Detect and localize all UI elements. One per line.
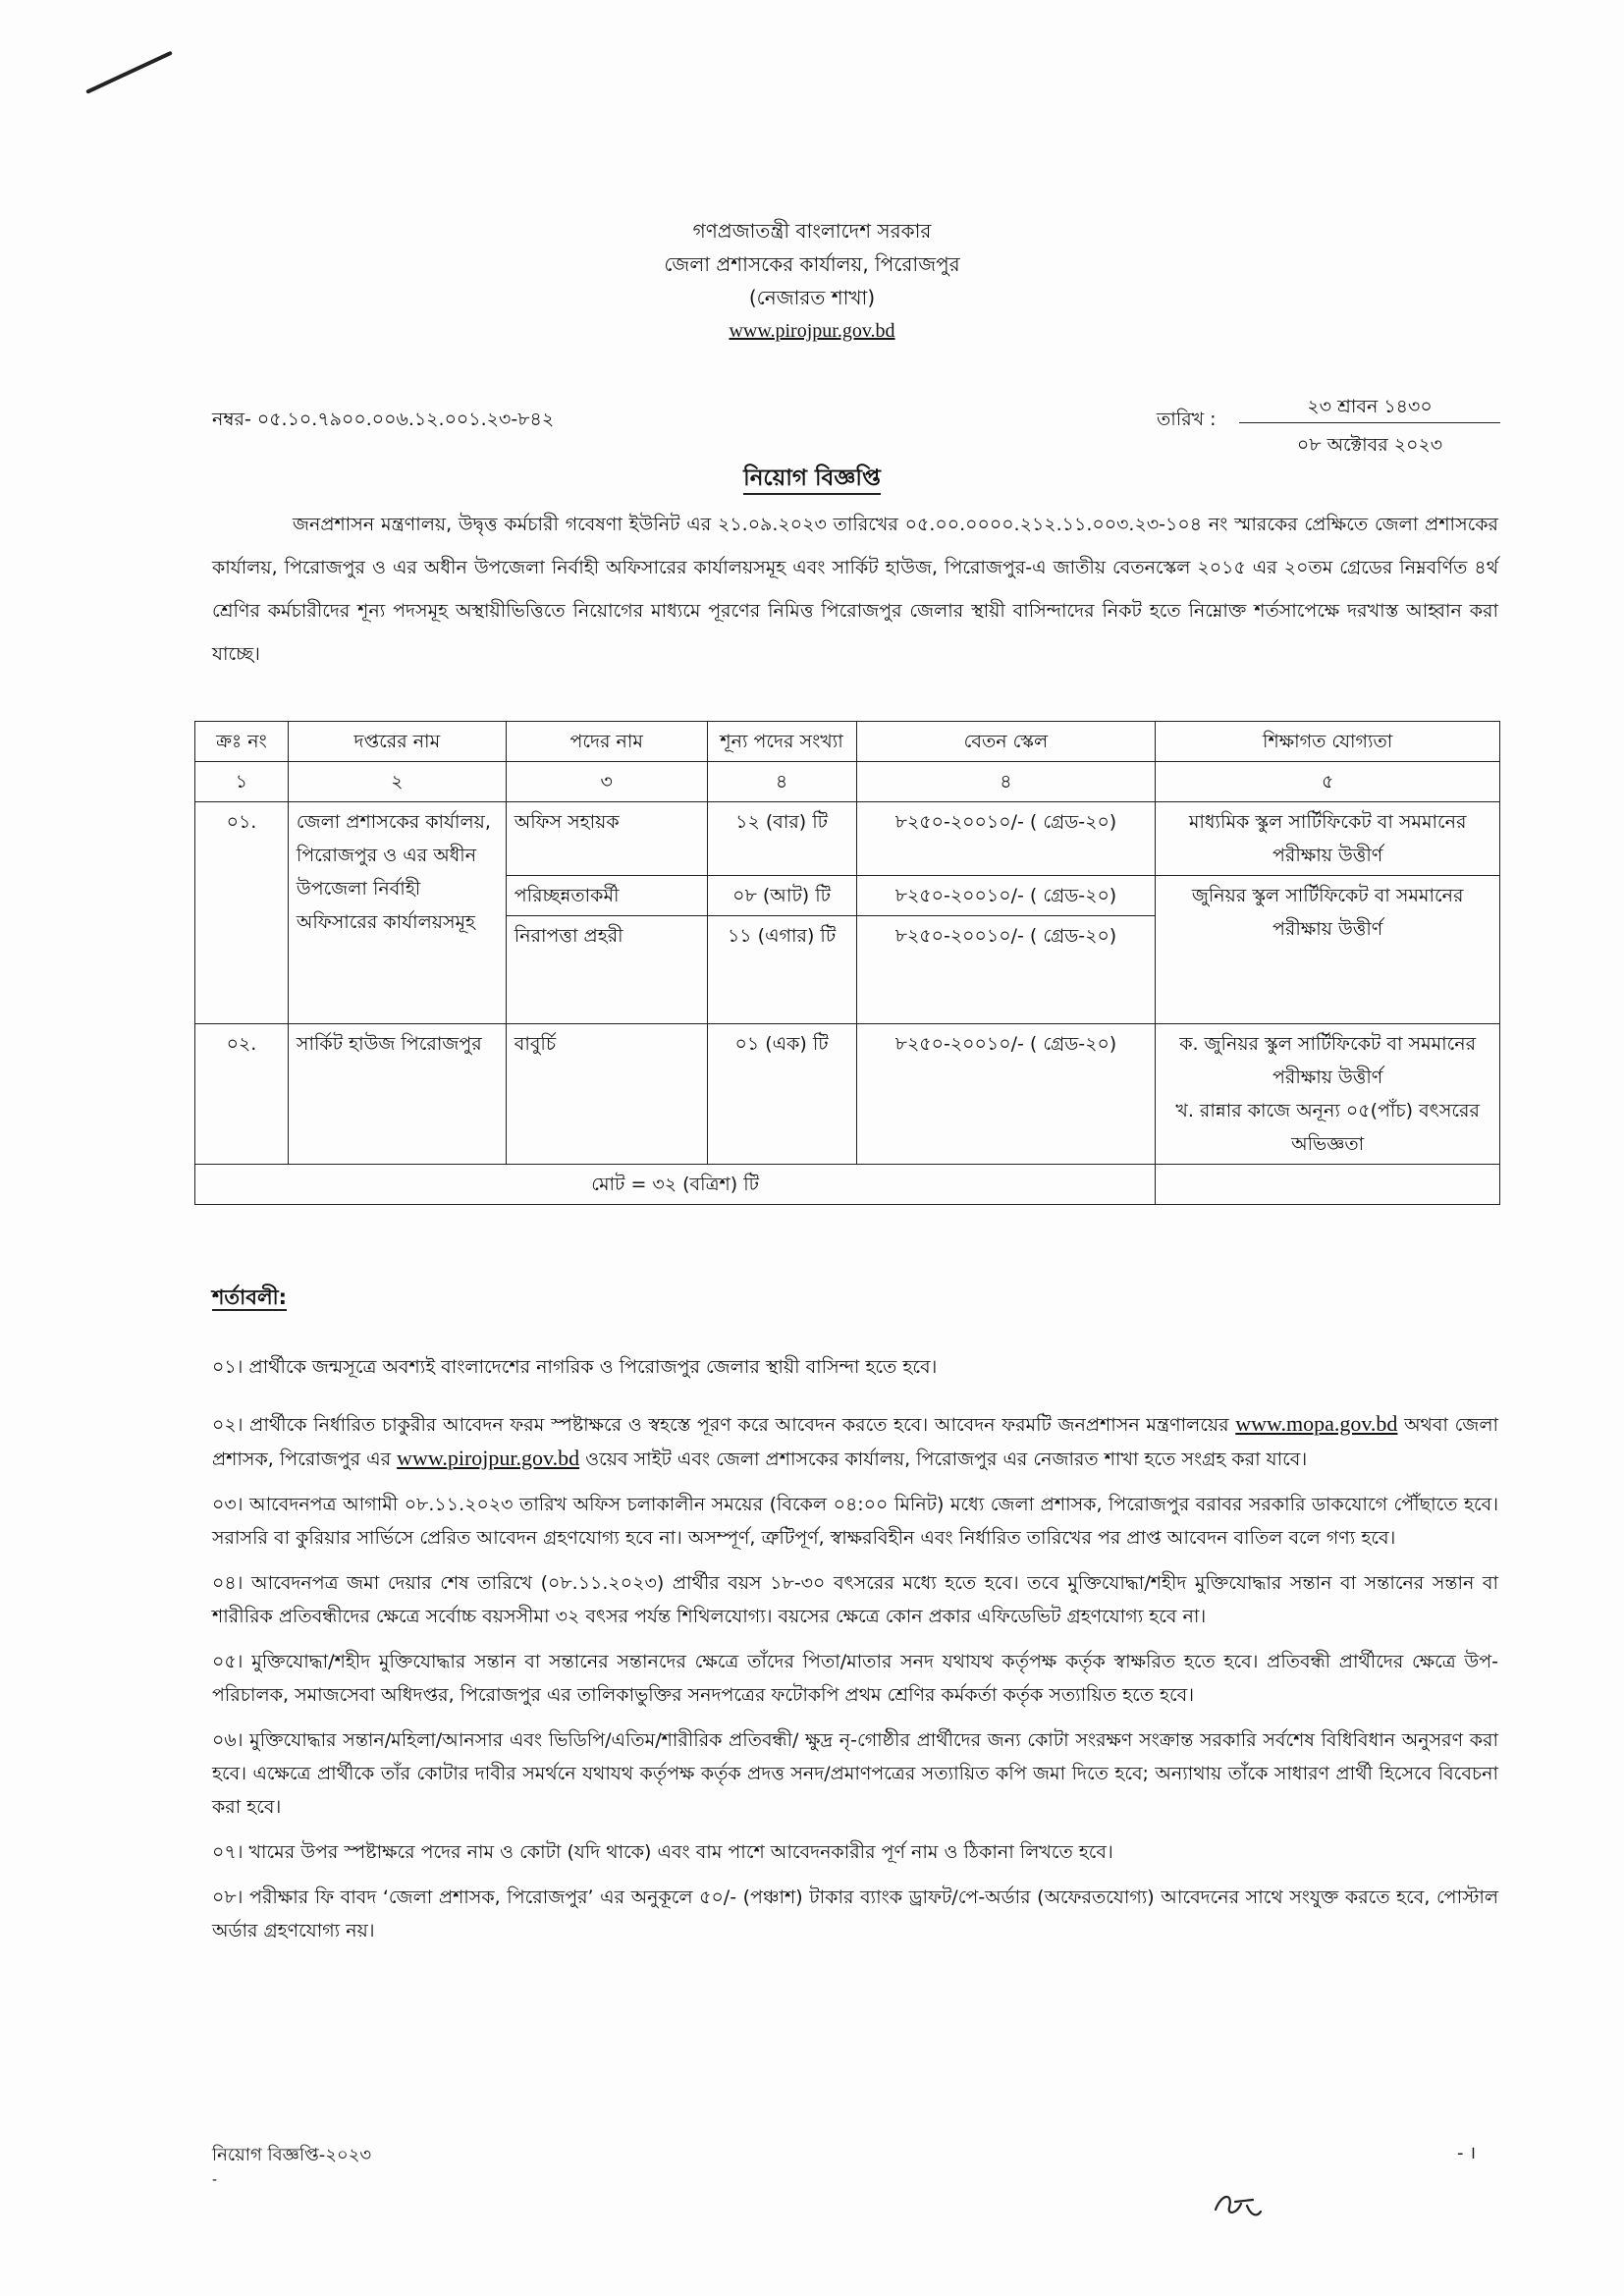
vacancy-table [194, 721, 1500, 1205]
total-empty-cell [1156, 1165, 1500, 1205]
col-number: ২ [288, 762, 506, 802]
col-scale: বেতন স্কেল [856, 722, 1156, 762]
conditions-list [212, 1350, 1498, 1959]
col-number: ৪ [856, 762, 1156, 802]
letterhead [0, 214, 1624, 348]
date-bangla: ২৩ শ্রাবন ১৪৩০ [1239, 393, 1500, 423]
scan-pen-mark [85, 51, 173, 94]
condition-item [212, 1407, 1498, 1476]
row-scale: ৮২৫০-২০০১০/- ( গ্রেড-২০) [856, 1024, 1156, 1165]
row-qualification: মাধ্যমিক স্কুল সার্টিফিকেট বা সমমানের পরীক্ষায় উত্তীর্ণ [1156, 802, 1500, 876]
row-post: নিরাপত্তা প্রহরী [506, 916, 707, 1024]
row-count: ১২ (বার) টি [707, 802, 856, 876]
date-label: তারিখ : [1157, 409, 1217, 430]
section-name: (নেজারত শাখা) [748, 286, 876, 309]
memo-number: নম্বর- ০৫.১০.৭৯০০.০০৬.১২.০০১.২৩-৮৪২ [212, 409, 555, 430]
table-row [195, 1024, 1500, 1165]
condition-item: ০৩। আবেদনপত্র আগামী ০৮.১১.২০২৩ তারিখ অফিস চলাকালীন সময়ের (বিকেল ০৪:০০ মিনিট) মধ্যে জেলা প্রশাসক, পিরোজপুর বরাবর সরকারি ডাকযোগে পৌঁছাতে হবে। সরাসরি বা কুরিয়ার সার্ভিসে প্রেরিত আবেদন গ্রহণযোগ্য হবে না। অসম্পূর্ণ, ত্রুটিপূর্ণ, স্বাক্ষরবিহীন এবং নির্ধারিত তারিখের পর প্রাপ্ত আবেদন বাতিল বলে গণ্য হবে। [212, 1494, 1498, 1549]
row-qualification: জুনিয়র স্কুল সার্টিফিকেট বা সমমানের পরীক্ষায় উত্তীর্ণ [1156, 876, 1500, 1024]
intro-paragraph [212, 503, 1498, 676]
row-office: জেলা প্রশাসকের কার্যালয়, পিরোজপুর ও এর অধীন উপজেলা নির্বাহী অফিসারের কার্যালয়সমূহ [288, 802, 506, 1024]
row-serial: ০২. [195, 1024, 289, 1165]
condition-item: ০১। প্রার্থীকে জন্মসূত্রে অবশ্যই বাংলাদেশের নাগরিক ও পিরোজপুর জেলার স্থায়ী বাসিন্দা হতে হবে। [212, 1356, 938, 1378]
page-marker: - । [1457, 2143, 1477, 2163]
table-row [195, 802, 1500, 876]
col-office: দপ্তরের নাম [288, 722, 506, 762]
qualification-a: ক. জুনিয়র স্কুল সার্টিফিকেট বা সমমানের পরীক্ষায় উত্তীর্ণ [1179, 1033, 1477, 1088]
conditions-heading-text: শর্তাবলী: [212, 1285, 288, 1309]
footer-reference: নিয়োগ বিজ্ঞপ্তি-২০২৩ [212, 2145, 372, 2165]
col-vacancy: শূন্য পদের সংখ্যা [707, 722, 856, 762]
col-number: ৩ [506, 762, 707, 802]
condition-text: ওয়েব সাইট এবং জেলা প্রশাসকের কার্যালয়, পিরোজপুর এর নেজারত শাখা হতে সংগ্রহ করা যাবে। [585, 1449, 1308, 1470]
row-scale: ৮২৫০-২০০১০/- ( গ্রেড-২০) [856, 876, 1156, 916]
row-scale: ৮২৫০-২০০১০/- ( গ্রেড-২০) [856, 916, 1156, 1024]
mopa-link[interactable]: www.mopa.gov.bd [1235, 1411, 1398, 1436]
col-number: ৫ [1156, 762, 1500, 802]
col-post: পদের নাম [506, 722, 707, 762]
condition-item: ০৪। আবেদনপত্র জমা দেয়ার শেষ তারিখে (০৮.১১.২০২৩) প্রার্থীর বয়স ১৮-৩০ বৎসরের মধ্যে হতে হবে। তবে মুক্তিযোদ্ধা/শহীদ মুক্তিযোদ্ধার সন্তান বা সন্তানের সন্তান বা শারীরিক প্রতিবন্ধীদের ক্ষেত্রে সর্বোচ্চ বয়সসীমা ৩২ বৎসর পর্যন্ত শিথিলযোগ্য। বয়সের ক্ষেত্রে কোন প্রকার এফিডেভিট গ্রহণযোগ্য হবে না। [212, 1572, 1498, 1627]
table-header-row [195, 722, 1500, 762]
row-post: অফিস সহায়ক [506, 802, 707, 876]
conditions-heading [212, 1282, 287, 1316]
notice-title-text: নিয়োগ বিজ্ঞপ্তি [743, 465, 881, 495]
row-office: সার্কিট হাউজ পিরোজপুর [288, 1024, 506, 1165]
date-english: ০৮ অক্টোবর ২০২৩ [1296, 434, 1443, 456]
col-number: ১ [195, 762, 289, 802]
total-count: মোট = ৩২ (বত্রিশ) টি [195, 1165, 1156, 1205]
condition-text: অথবা জেলা প্রশাসক, পিরোজপুর এর [212, 1414, 1498, 1470]
row-qualification [1156, 1024, 1500, 1165]
notice-title [0, 460, 1624, 498]
condition-item: ০৭। খামের উপর স্পষ্টাক্ষরে পদের নাম ও কোটা (যদি থাকে) এবং বাম পাশে আবেদনকারীর পূর্ণ নাম ও ঠিকানা লিখতে হবে। [212, 1841, 1113, 1863]
table-number-row [195, 762, 1500, 802]
condition-item: ০৮। পরীক্ষার ফি বাবদ ‘জেলা প্রশাসক, পিরোজপুর’ এর অনুকূলে ৫০/- (পঞ্চাশ) টাকার ব্যাংক ড্রাফট/পে-অর্ডার (অফেরতযোগ্য) আবেদনের সাথে সংযুক্ত করতে হবে, পোস্টাল অর্ডার গ্রহণযোগ্য নয়। [212, 1886, 1498, 1941]
table-total-row [195, 1165, 1500, 1205]
condition-item: ০৬। মুক্তিযোদ্ধার সন্তান/মহিলা/আনসার এবং ভিডিপি/এতিম/শারীরিক প্রতিবন্ধী/ ক্ষুদ্র নৃ-গোষ্ঠীর প্রার্থীদের জন্য কোটা সংরক্ষণ সংক্রান্ত সরকারি সর্বশেষ বিধিবিধান অনুসরণ করা হবে। এক্ষেত্রে প্রার্থীকে তাঁর কোটার দাবীর সমর্থনে যথাযথ কর্তৃপক্ষ কর্তৃক প্রদত্ত সনদ/প্রমাণপত্রের সত্যায়িত কপি জমা দিতে হবে; অন্যাথায় তাঁকে সাধারণ প্রার্থী হিসেবে বিবেচনা করা হবে। [212, 1729, 1498, 1818]
intro-text: জনপ্রশাসন মন্ত্রণালয়, উদ্বৃত্ত কর্মচারী গবেষণা ইউনিট এর ২১.০৯.২০২৩ তারিখের ০৫.০০.০০০০.২১২.১১.০০৩.২৩-১০৪ নং স্মারকের প্রেক্ষিতে জেলা প্রশাসকের কার্যালয়, পিরোজপুর ও এর অধীন উপজেলা নির্বাহী অফিসারের কার্যালয়সমূহ এবং সার্কিট হাউজ, পিরোজপুর-এ জাতীয় বেতনস্কেল ২০১৫ এর ২০তম গ্রেডের নিম্নবর্ণিত ৪র্থ শ্রেণির কর্মচারীদের শূন্য পদসমূহ অস্থায়ীভিত্তিতে নিয়োগের মাধ্যমে পূরণের নিমিত্ত পিরোজপুর জেলার স্থায়ী বাসিন্দাদের নিকট হতে নিম্নোক্ত শর্তসাপেক্ষে দরখাস্ত আহ্বান করা যাচ্ছে। [212, 514, 1498, 665]
col-serial: ক্রঃ নং [195, 722, 289, 762]
signature-icon [1208, 2180, 1267, 2229]
row-serial: ০১. [195, 802, 289, 1024]
row-post: বাবুর্চি [506, 1024, 707, 1165]
footer-dash: - [212, 2172, 218, 2188]
row-count: ০১ (এক) টি [707, 1024, 856, 1165]
pirojpur-link[interactable]: www.pirojpur.gov.bd [397, 1446, 580, 1470]
website-link[interactable]: www.pirojpur.gov.bd [729, 320, 895, 342]
office-name: জেলা প্রশাসকের কার্যালয়, পিরোজপুর [664, 252, 960, 276]
col-qualification: শিক্ষাগত যোগ্যতা [1156, 722, 1500, 762]
condition-item: ০৫। মুক্তিযোদ্ধা/শহীদ মুক্তিযোদ্ধার সন্তান বা সন্তানের সন্তানদের ক্ষেত্রে তাঁদের পিতা/মাতার সনদ যথাযথ কর্তৃপক্ষ কর্তৃক স্বাক্ষরিত হতে হবে। প্রতিবন্ধী প্রার্থীদের ক্ষেত্রে উপ-পরিচালক, সমাজসেবা অধিদপ্তর, পিরোজপুর এর তালিকাভুক্তির সনদপত্রের ফটোকপি প্রথম শ্রেণির কর্মকর্তা কর্তৃক সত্যায়িত হতে হবে। [212, 1651, 1498, 1706]
row-post: পরিচ্ছন্নতাকর্মী [506, 876, 707, 916]
qualification-b: খ. রান্নার কাজে অনূন্য ০৫(পাঁচ) বৎসরের অভিজ্ঞতা [1175, 1100, 1480, 1155]
col-number: ৪ [707, 762, 856, 802]
row-count: ১১ (এগার) টি [707, 916, 856, 1024]
row-count: ০৮ (আট) টি [707, 876, 856, 916]
row-scale: ৮২৫০-২০০১০/- ( গ্রেড-২০) [856, 802, 1156, 876]
govt-name: গণপ্রজাতন্ত্রী বাংলাদেশ সরকার [692, 219, 932, 243]
condition-text: ০২। প্রার্থীকে নির্ধারিত চাকুরীর আবেদন ফরম স্পষ্টাক্ষরে ও স্বহস্তে পূরণ করে আবেদন করতে হবে। আবেদন ফরমটি জনপ্রশাসন মন্ত্রণালয়ের [212, 1414, 1229, 1436]
date-block [1239, 393, 1500, 459]
